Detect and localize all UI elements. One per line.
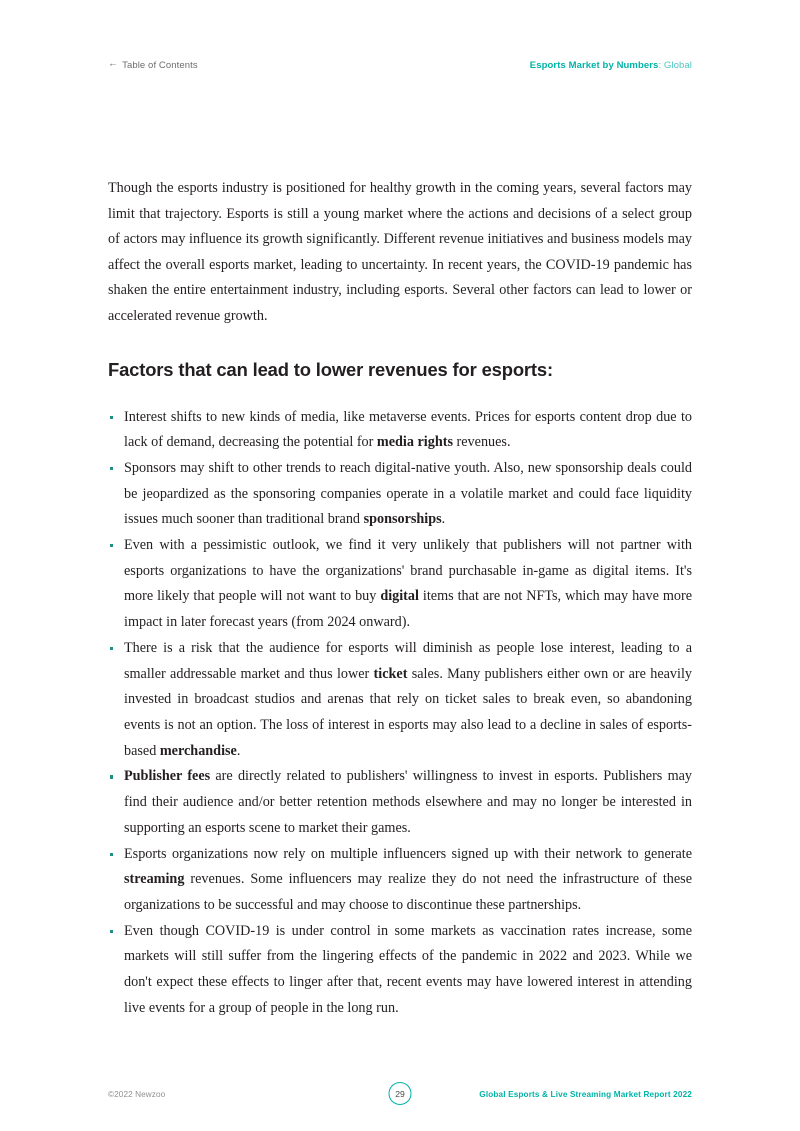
copyright-notice: ©2022 Newzoo [108, 1090, 166, 1099]
emphasized-term: digital [380, 588, 419, 605]
chapter-title-light: : Global [658, 59, 692, 71]
page-footer [108, 1089, 692, 1105]
chapter-title-bold: Esports Market by Numbers [529, 59, 659, 71]
factor-text: items that are not NFTs, which may have more impact in later forecast years (from 2024 onward). [124, 588, 692, 631]
factor-text: There is a risk that the audience for esports will diminish as people lose interest, leading to a smaller addressable market and thus lower [124, 639, 692, 682]
factor-text: Esports organizations now rely on multiple influencers signed up with their network to generate [124, 845, 692, 862]
factor-text: revenues. [452, 434, 511, 451]
factor-text: are directly related to publishers' willingness to invest in esports. Publishers may find their audience and/or better retention methods elsewhere and may no longer be interested in supporting an esports scene to market their games. [124, 768, 692, 836]
factor-text: Even with a pessimistic outlook, we find it very unlikely that publishers will not partner with esports organizations to have the organizations' brand purchasable in-game as digital items. It's more likely that people will not want to buy [124, 537, 692, 605]
emphasized-term: media rights [376, 434, 453, 451]
factor-text: . [441, 511, 446, 528]
factor-text: . [236, 742, 241, 759]
factor-list-item [108, 405, 692, 456]
table-of-contents-link[interactable] [108, 60, 198, 71]
factor-list-item [108, 533, 692, 636]
factors-list [108, 383, 692, 1022]
section-heading: Factors that can lead to lower revenues for esports: [108, 358, 553, 380]
intro-paragraph: Though the esports industry is positioned for healthy growth in the coming years, several factors may limit that trajectory. Esports is still a young market where the actions and decisions of a select group of actors may influence its growth significantly. Different revenue initiatives and business models may affect the overall esports market, leading to uncertainty. In recent years, the COVID-19 pandemic has shaken the entire entertainment industry, including esports. Several other factors can lead to lower or accelerated revenue growth. [108, 180, 692, 324]
page-content [108, 176, 692, 1021]
back-arrow-icon: ← [108, 58, 119, 70]
factor-text: Sponsors may shift to other trends to reach digital-native youth. Also, new sponsorship deals could be jeopardized as the sponsoring companies operate in a volatile market and could face liquidity issues much sooner than traditional brand [124, 459, 692, 528]
emphasized-term: Publisher fees [124, 768, 211, 785]
factor-text: revenues. Some influencers may realize they do not need the infrastructure of these organizations to be successful and may choose to discontinue these partnerships. [124, 871, 692, 913]
table-of-contents-label: Table of Contents [122, 59, 198, 71]
factor-text: sales. Many publishers either own or are heavily invested in broadcast studios and arenas that rely on ticket sales to break even, so abandoning events is not an option. The loss of interest in esports may also lead to a decline in sales of esports-based [124, 665, 692, 759]
factor-text: Interest shifts to new kinds of media, like metaverse events. Prices for esports content drop due to lack of demand, decreasing the potential for [124, 408, 692, 451]
factor-list-item [108, 919, 692, 1022]
report-title: Global Esports & Live Streaming Market Report 2022 [479, 1090, 692, 1099]
emphasized-term: ticket [373, 665, 408, 682]
page-number: 29 [395, 1088, 405, 1099]
factor-list-item [108, 636, 692, 765]
factor-list-item [108, 764, 692, 841]
factor-list-item [108, 842, 692, 919]
factor-text: Even though COVID-19 is under control in some markets as vaccination rates increase, some markets will still suffer from the lingering effects of the pandemic in 2022 and 2023. While we don't expect these effects to linger after that, recent events may have lowered interest in attending live events for a group of people in the long run. [124, 922, 692, 1016]
page-number-badge [389, 1082, 412, 1105]
emphasized-term: merchandise [159, 742, 237, 759]
emphasized-term: streaming [124, 871, 185, 888]
chapter-title [530, 60, 692, 71]
page-header [108, 57, 692, 73]
factor-list-item [108, 456, 692, 533]
emphasized-term: sponsorships [363, 511, 442, 528]
